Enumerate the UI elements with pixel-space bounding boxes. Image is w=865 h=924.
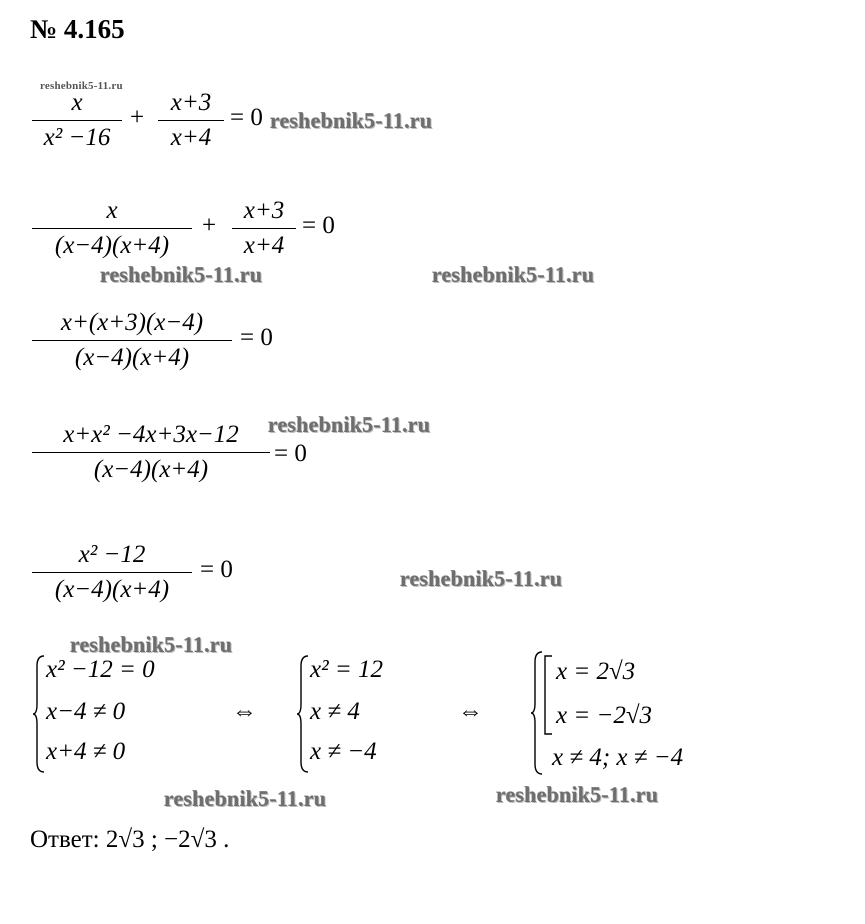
eq2-fraction-1: x (x−4)(x+4) xyxy=(32,196,192,261)
union-bracket xyxy=(542,654,554,736)
eq2-plus: + xyxy=(202,212,217,239)
eq4-fraction: x+x² −4x+3x−12 (x−4)(x+4) xyxy=(32,420,270,485)
eq3-fraction: x+(x+3)(x−4) (x−4)(x+4) xyxy=(32,308,232,373)
answer-line xyxy=(30,826,229,854)
watermark: reshebnik5-11.ru xyxy=(496,782,659,807)
eq1-fraction-2: x+3 x+4 xyxy=(158,88,224,153)
watermark: reshebnik5-11.ru xyxy=(164,786,327,811)
sys1-line-1: x² −12 = 0 xyxy=(46,656,155,683)
watermark: reshebnik5-11.ru xyxy=(268,412,431,437)
eq5-rhs: = 0 xyxy=(200,556,233,583)
watermark: reshebnik5-11.ru xyxy=(400,566,563,591)
watermark: reshebnik5-11.ru xyxy=(432,262,595,287)
sys1-line-3: x+4 ≠ 0 xyxy=(46,738,126,765)
equiv-symbol-2: ⇔ xyxy=(458,698,483,725)
answer-value: 2√3 ; −2√3 . xyxy=(105,826,230,853)
sys1-line-2: x−4 ≠ 0 xyxy=(46,698,126,725)
sys3-condition: x ≠ 4; x ≠ −4 xyxy=(552,744,684,771)
equiv-symbol-1: ⇔ xyxy=(232,698,257,725)
system-brace-2 xyxy=(296,654,310,774)
sys3-option-2: x = −2√3 xyxy=(556,702,653,729)
eq4-rhs: = 0 xyxy=(274,440,307,467)
eq2-fraction-2: x+3 x+4 xyxy=(232,196,296,261)
sys2-line-1: x² = 12 xyxy=(310,656,383,683)
watermark: reshebnik5-11.ru xyxy=(270,108,433,133)
eq5-fraction: x² −12 (x−4)(x+4) xyxy=(32,540,192,605)
eq1-rhs: = 0 xyxy=(230,104,263,131)
system-brace-1 xyxy=(32,654,46,774)
eq2-rhs: = 0 xyxy=(302,212,335,239)
watermark-small: reshebnik5-11.ru xyxy=(40,80,123,92)
eq1-fraction-1: x x² −16 xyxy=(32,88,122,153)
watermark: reshebnik5-11.ru xyxy=(70,632,233,657)
sys3-option-1: x = 2√3 xyxy=(556,658,636,685)
eq1-plus: + xyxy=(130,104,145,131)
answer-label: Ответ: xyxy=(30,826,100,853)
problem-number: № 4.165 xyxy=(30,14,125,44)
eq3-rhs: = 0 xyxy=(240,324,273,351)
sys2-line-3: x ≠ −4 xyxy=(310,738,377,765)
sys2-line-2: x ≠ 4 xyxy=(310,698,360,725)
watermark: reshebnik5-11.ru xyxy=(100,262,263,287)
